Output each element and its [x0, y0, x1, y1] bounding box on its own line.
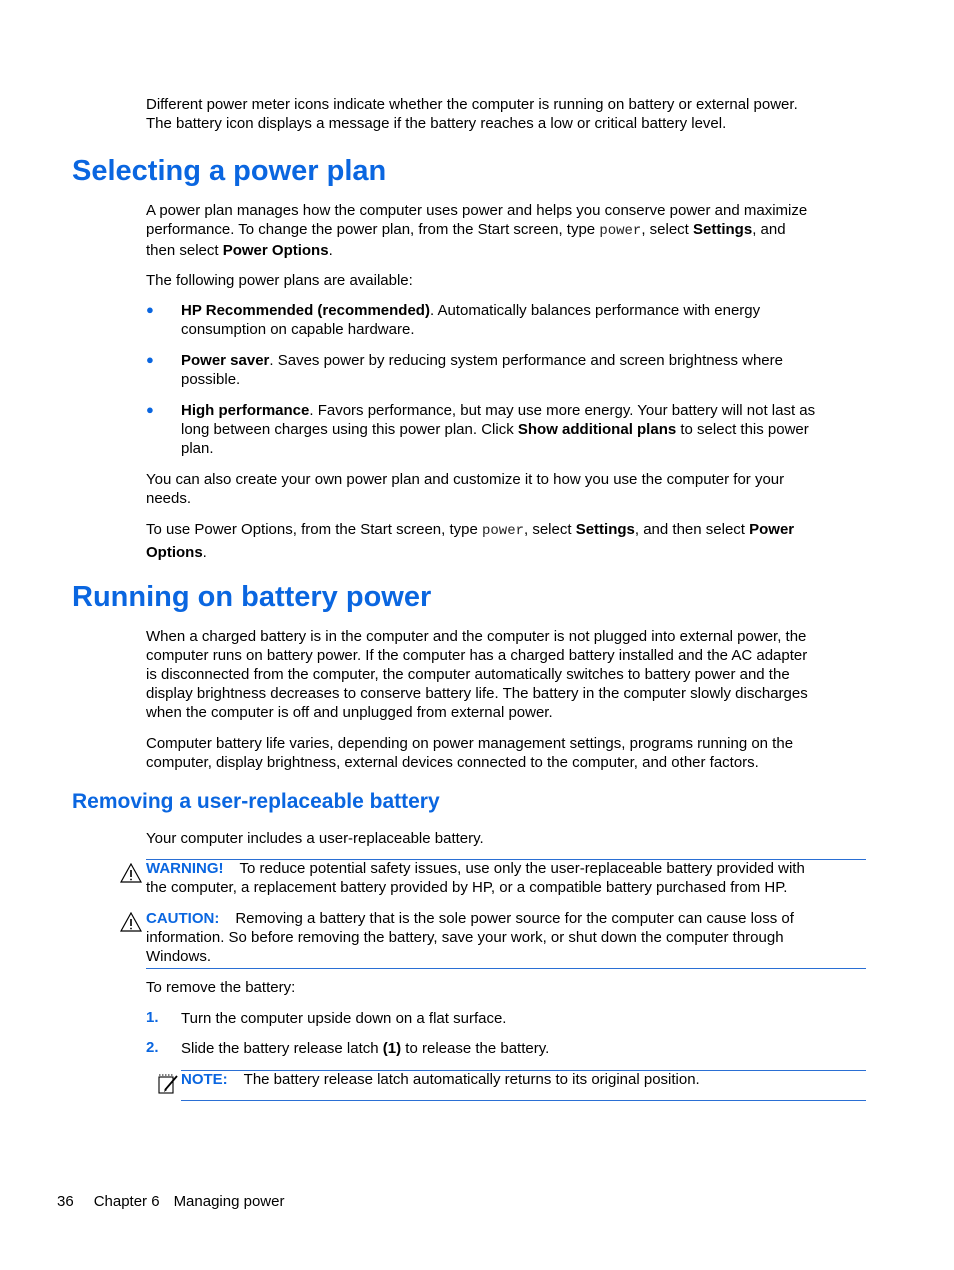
caution-bottom-rule [146, 968, 866, 969]
heading-selecting-power-plan: Selecting a power plan [72, 155, 387, 187]
intro-paragraph: Different power meter icons indicate whether the computer is running on battery or external power. The battery icon displays a message if the battery reaches a low or critical battery level. [146, 96, 798, 132]
step-item: Turn the computer upside down on a flat surface. [181, 1010, 507, 1027]
caution-label: CAUTION: [146, 910, 220, 927]
bullet-icon: ● [146, 402, 154, 417]
note-pencil-icon [156, 1072, 180, 1096]
power-plan-paragraph: A power plan manages how the computer uses power and helps you conserve power and maximize performance. To change the power plan, from the Start screen, type power, select Settings, and then select Power Options. [146, 202, 808, 259]
chapter-title: Managing power [173, 1193, 285, 1210]
battery-power-paragraph: When a charged battery is in the computer and the computer is not plugged into external power, the computer runs on battery power. If the computer has a charged battery installed and the AC adapter is disconnected from the computer, the computer automatically switches to battery power and the display brightness decreases to conserve battery life. The battery in the computer slowly discharges when the computer is off and unplugged from external power. [146, 628, 808, 721]
note-notice: NOTE: The battery release latch automatically returns to its original position. [181, 1071, 700, 1088]
warning-triangle-icon [120, 863, 142, 883]
custom-plan-paragraph: You can also create your own power plan and customize it to how you use the computer for your needs. [146, 471, 785, 507]
caution-notice: CAUTION: Removing a battery that is the sole power source for the computer can cause loss of information. So before removing the battery, save your work, or shut down the computer through Windows. [146, 910, 794, 965]
warning-notice: WARNING! To reduce potential safety issues, use only the user-replaceable battery provided with the computer, a replacement battery provided by HP, or a compatible battery purchased from HP. [146, 860, 805, 896]
bullet-icon: ● [146, 352, 154, 367]
battery-life-paragraph: Computer battery life varies, depending on power management settings, programs running on the computer, display brightness, external devices connected to the computer, and other factors. [146, 735, 794, 771]
caution-triangle-icon [120, 912, 142, 932]
step-item: Slide the battery release latch (1) to release the battery. [181, 1040, 550, 1057]
page-footer [57, 1192, 284, 1211]
code-power: power [481, 523, 524, 539]
chapter-label: Chapter 6 [93, 1193, 160, 1210]
step-number: 2. [146, 1039, 159, 1056]
list-item: Power saver. Saves power by reducing system performance and screen brightness where possible. [181, 352, 783, 388]
warning-label: WARNING! [146, 860, 224, 877]
page-number: 36 [57, 1193, 74, 1210]
note-label: NOTE: [181, 1071, 228, 1088]
heading-running-on-battery: Running on battery power [72, 581, 432, 613]
heading-removing-battery: Removing a user-replaceable battery [72, 790, 440, 813]
plans-available-text: The following power plans are available: [146, 272, 413, 289]
user-replaceable-text: Your computer includes a user-replaceable battery. [146, 830, 484, 847]
step-number: 1. [146, 1009, 159, 1026]
code-power: power [599, 223, 642, 239]
list-item: HP Recommended (recommended). Automatically balances performance with energy consumption on capable hardware. [181, 302, 761, 338]
list-item: High performance. Favors performance, but may use more energy. Your battery will not last as long between charges using this power plan. Click Show additional plans to select this power plan. [181, 402, 816, 457]
remove-battery-intro: To remove the battery: [146, 979, 296, 996]
power-options-paragraph: To use Power Options, from the Start screen, type power, select Settings, and then select Power Options. [146, 521, 795, 561]
bullet-icon: ● [146, 302, 154, 317]
note-bottom-rule [181, 1100, 866, 1101]
